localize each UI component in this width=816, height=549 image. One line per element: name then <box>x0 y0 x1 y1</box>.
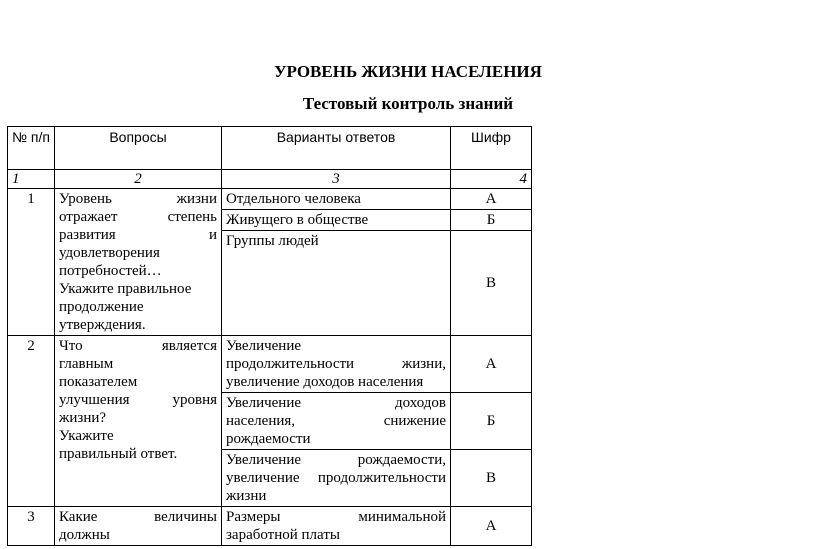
question-line: Что является <box>59 338 217 354</box>
answer-code: А <box>451 507 532 546</box>
answer-option <box>222 507 451 546</box>
column-number: 3 <box>222 170 451 189</box>
answer-line: продолжительности жизни, <box>226 356 446 372</box>
document-title: УРОВЕНЬ ЖИЗНИ НАСЕЛЕНИЯ <box>274 62 542 81</box>
header-code: Шифр <box>451 127 532 170</box>
question-line: Укажите правильное <box>59 281 192 297</box>
answer-line: продолжительности жизни <box>226 470 446 504</box>
answer-option <box>222 450 451 507</box>
answer-code: Б <box>451 393 532 450</box>
question-text <box>55 507 222 546</box>
answer-option: Отдельного человека <box>222 189 451 210</box>
question-line: развития и <box>59 227 217 243</box>
question-line: улучшения уровня <box>59 392 217 408</box>
answer-code: В <box>451 231 532 336</box>
question-line: отражает степень <box>59 209 217 225</box>
question-line: показателем <box>59 374 138 390</box>
answer-line: заработной платы <box>226 527 340 543</box>
answer-line: Увеличение рождаемости, <box>226 452 446 468</box>
header-questions: Вопросы <box>55 127 222 170</box>
answer-line: рождаемости <box>226 431 311 447</box>
table-row <box>8 507 532 546</box>
question-line: Укажите <box>59 428 114 444</box>
quiz-table <box>7 126 532 546</box>
question-number: 1 <box>8 189 55 336</box>
question-line: продолжение <box>59 299 144 315</box>
question-line: Какие величины <box>59 509 217 525</box>
column-number: 1 <box>8 170 55 189</box>
column-number: 2 <box>55 170 222 189</box>
header-num: № п/п <box>8 127 55 170</box>
answer-option <box>222 336 451 393</box>
answer-code: А <box>451 189 532 210</box>
question-line: должны <box>59 527 110 543</box>
question-line: главным <box>59 356 114 372</box>
table-row <box>8 336 532 393</box>
question-line: правильный ответ. <box>59 446 178 462</box>
answer-option: Группы людей <box>222 231 451 336</box>
document-subtitle: Тестовый контроль знаний <box>302 94 514 113</box>
column-number-row <box>8 170 532 189</box>
question-text <box>55 189 222 336</box>
question-line: утверждения. <box>59 317 146 333</box>
question-number: 3 <box>8 507 55 546</box>
answer-line: увеличение доходов населения <box>226 374 424 390</box>
answer-code: А <box>451 336 532 393</box>
answer-code: В <box>451 450 532 507</box>
table-row <box>8 189 532 210</box>
question-line: Уровень жизни <box>59 191 217 207</box>
header-answers: Варианты ответов <box>222 127 451 170</box>
question-line: потребностей… <box>59 263 162 279</box>
answer-line: Увеличение доходов <box>226 395 446 411</box>
answer-line: увеличение <box>226 470 300 486</box>
answer-line: населения, снижение <box>226 413 446 429</box>
column-number: 4 <box>451 170 532 189</box>
answer-line: Увеличение <box>226 338 302 354</box>
question-line: удовлетворения <box>59 245 160 261</box>
answer-line: Размеры минимальной <box>226 509 446 525</box>
question-text <box>55 336 222 507</box>
answer-option <box>222 393 451 450</box>
answer-code: Б <box>451 210 532 231</box>
question-number: 2 <box>8 336 55 507</box>
table-header-row <box>8 127 532 170</box>
answer-option: Живущего в обществе <box>222 210 451 231</box>
question-line: жизни? <box>59 410 107 426</box>
